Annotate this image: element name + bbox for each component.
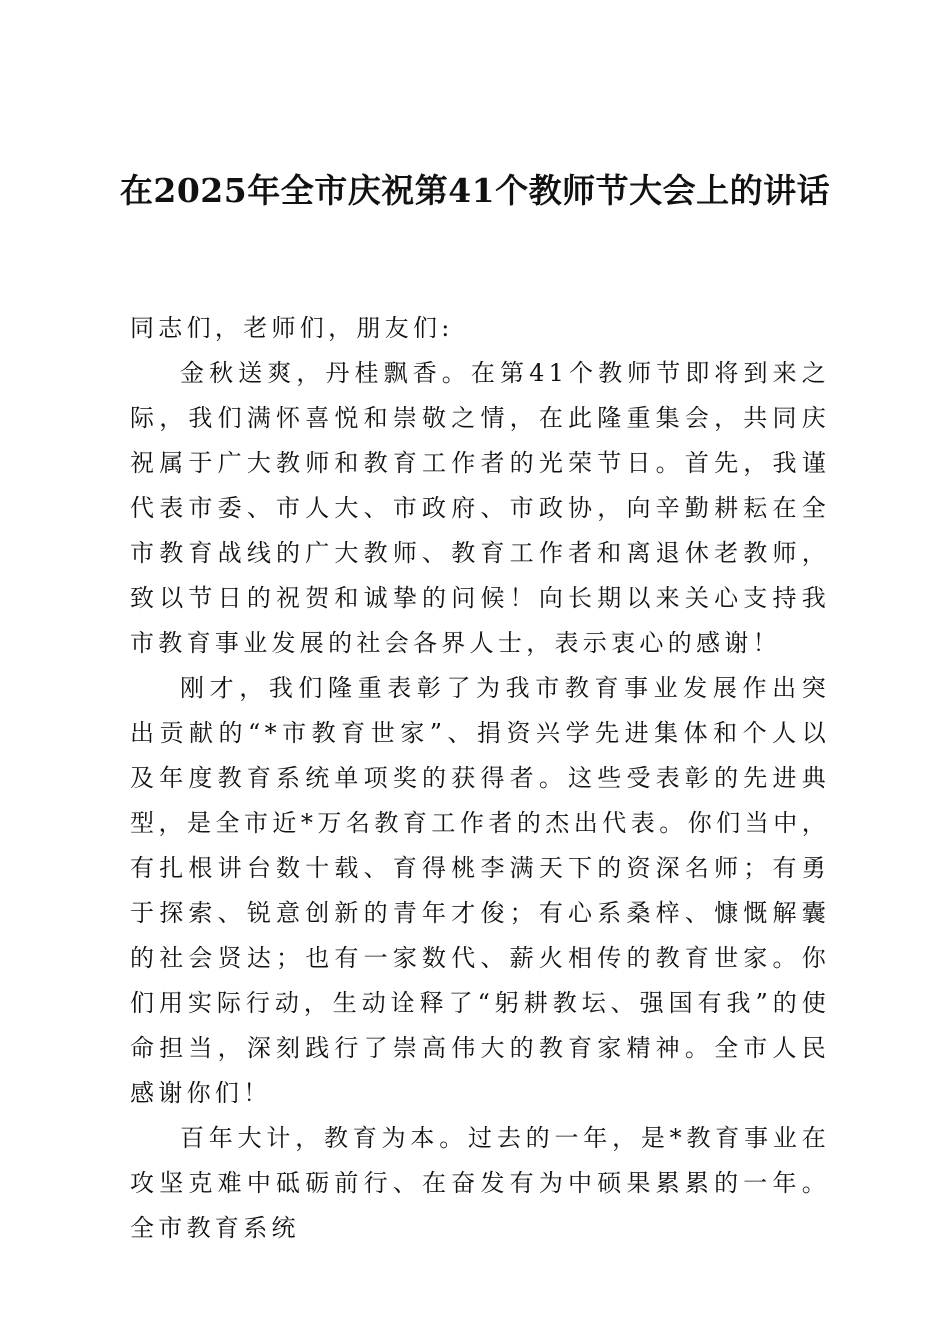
paragraph-commendation: 刚才，我们隆重表彰了为我市教育事业发展作出突出贡献的“*市教育世家”、捐资兴学先进集体和个人以及年度教育系统单项奖的获得者。这些受表彰的先进典型，是全市近*万名教育工作者的杰出代表。你们当中，有扎根讲台数十载、育得桃李满天下的资深名师；有勇于探索、锐意创新的青年才俊；有心系桑梓、慷慨解囊的社会贤达；也有一家数代、薪火相传的教育世家。你们用实际行动，生动诠释了“躬耕教坛、强国有我”的使命担当，深刻践行了崇高伟大的教育家精神。全市人民感谢你们！ bbox=[130, 674, 830, 1107]
salutation: 同志们，老师们，朋友们: bbox=[130, 314, 454, 342]
document-body bbox=[130, 306, 830, 1251]
paragraph-achievements: 百年大计，教育为本。过去的一年，是*教育事业在攻坚克难中砥砺前行、在奋发有为中硕果累累的一年。全市教育系统 bbox=[130, 1124, 830, 1242]
document-title: 在2025年全市庆祝第41个教师节大会上的讲话 bbox=[119, 171, 831, 210]
paragraph-opening: 金秋送爽，丹桂飘香。在第41个教师节即将到来之际，我们满怀喜悦和崇敬之情，在此隆重集会，共同庆祝属于广大教师和教育工作者的光荣节日。首先，我谨代表市委、市人大、市政府、市政协，向辛勤耕耘在全市教育战线的广大教师、教育工作者和离退休老教师，致以节日的祝贺和诚挚的问候！向长期以来关心支持我市教育事业发展的社会各界人士，表示衷心的感谢！ bbox=[130, 359, 830, 657]
